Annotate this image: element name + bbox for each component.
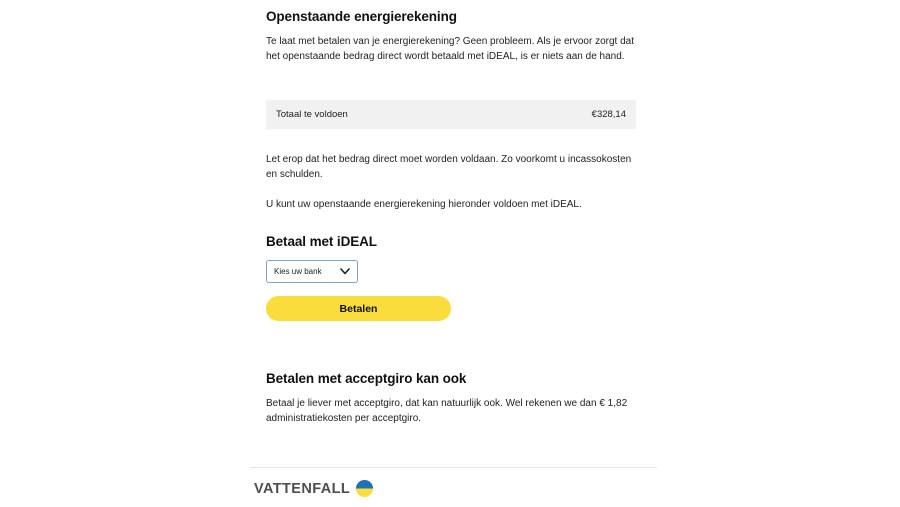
total-due-box [266, 100, 636, 129]
open-bill-title: Openstaande energierekening [266, 9, 457, 24]
ideal-title: Betaal met iDEAL [266, 234, 377, 249]
footer-divider [250, 467, 657, 468]
open-bill-intro: Te laat met betalen van je energierekening? Geen probleem. Als je ervoor zorgt dat het openstaande bedrag direct wordt betaald met iDEAL, is er niets aan de hand. [266, 36, 634, 62]
acceptgiro-title: Betalen met acceptgiro kan ook [266, 371, 467, 386]
acceptgiro-text: Betaal je liever met acceptgiro, dat kan natuurlijk ook. Wel rekenen we dan € 1,82 administratiekosten per acceptgiro. [266, 398, 628, 424]
total-due-amount: €328,14 [591, 109, 626, 120]
vattenfall-logo-icon [355, 479, 374, 498]
total-due-label: Totaal te voldoen [276, 109, 348, 120]
vattenfall-logo [254, 479, 374, 498]
bank-select-value: Kies uw bank [274, 267, 322, 276]
brand-name: VATTENFALL [254, 480, 351, 497]
chevron-down-icon [340, 267, 350, 277]
ideal-instruction: U kunt uw openstaande energierekening hieronder voldoen met iDEAL. [266, 199, 582, 210]
bank-select[interactable] [266, 260, 358, 283]
payment-note: Let erop dat het bedrag direct moet worden voldaan. Zo voorkomt u incassokosten en schulden. [266, 154, 632, 180]
pay-button[interactable]: Betalen [266, 296, 451, 321]
